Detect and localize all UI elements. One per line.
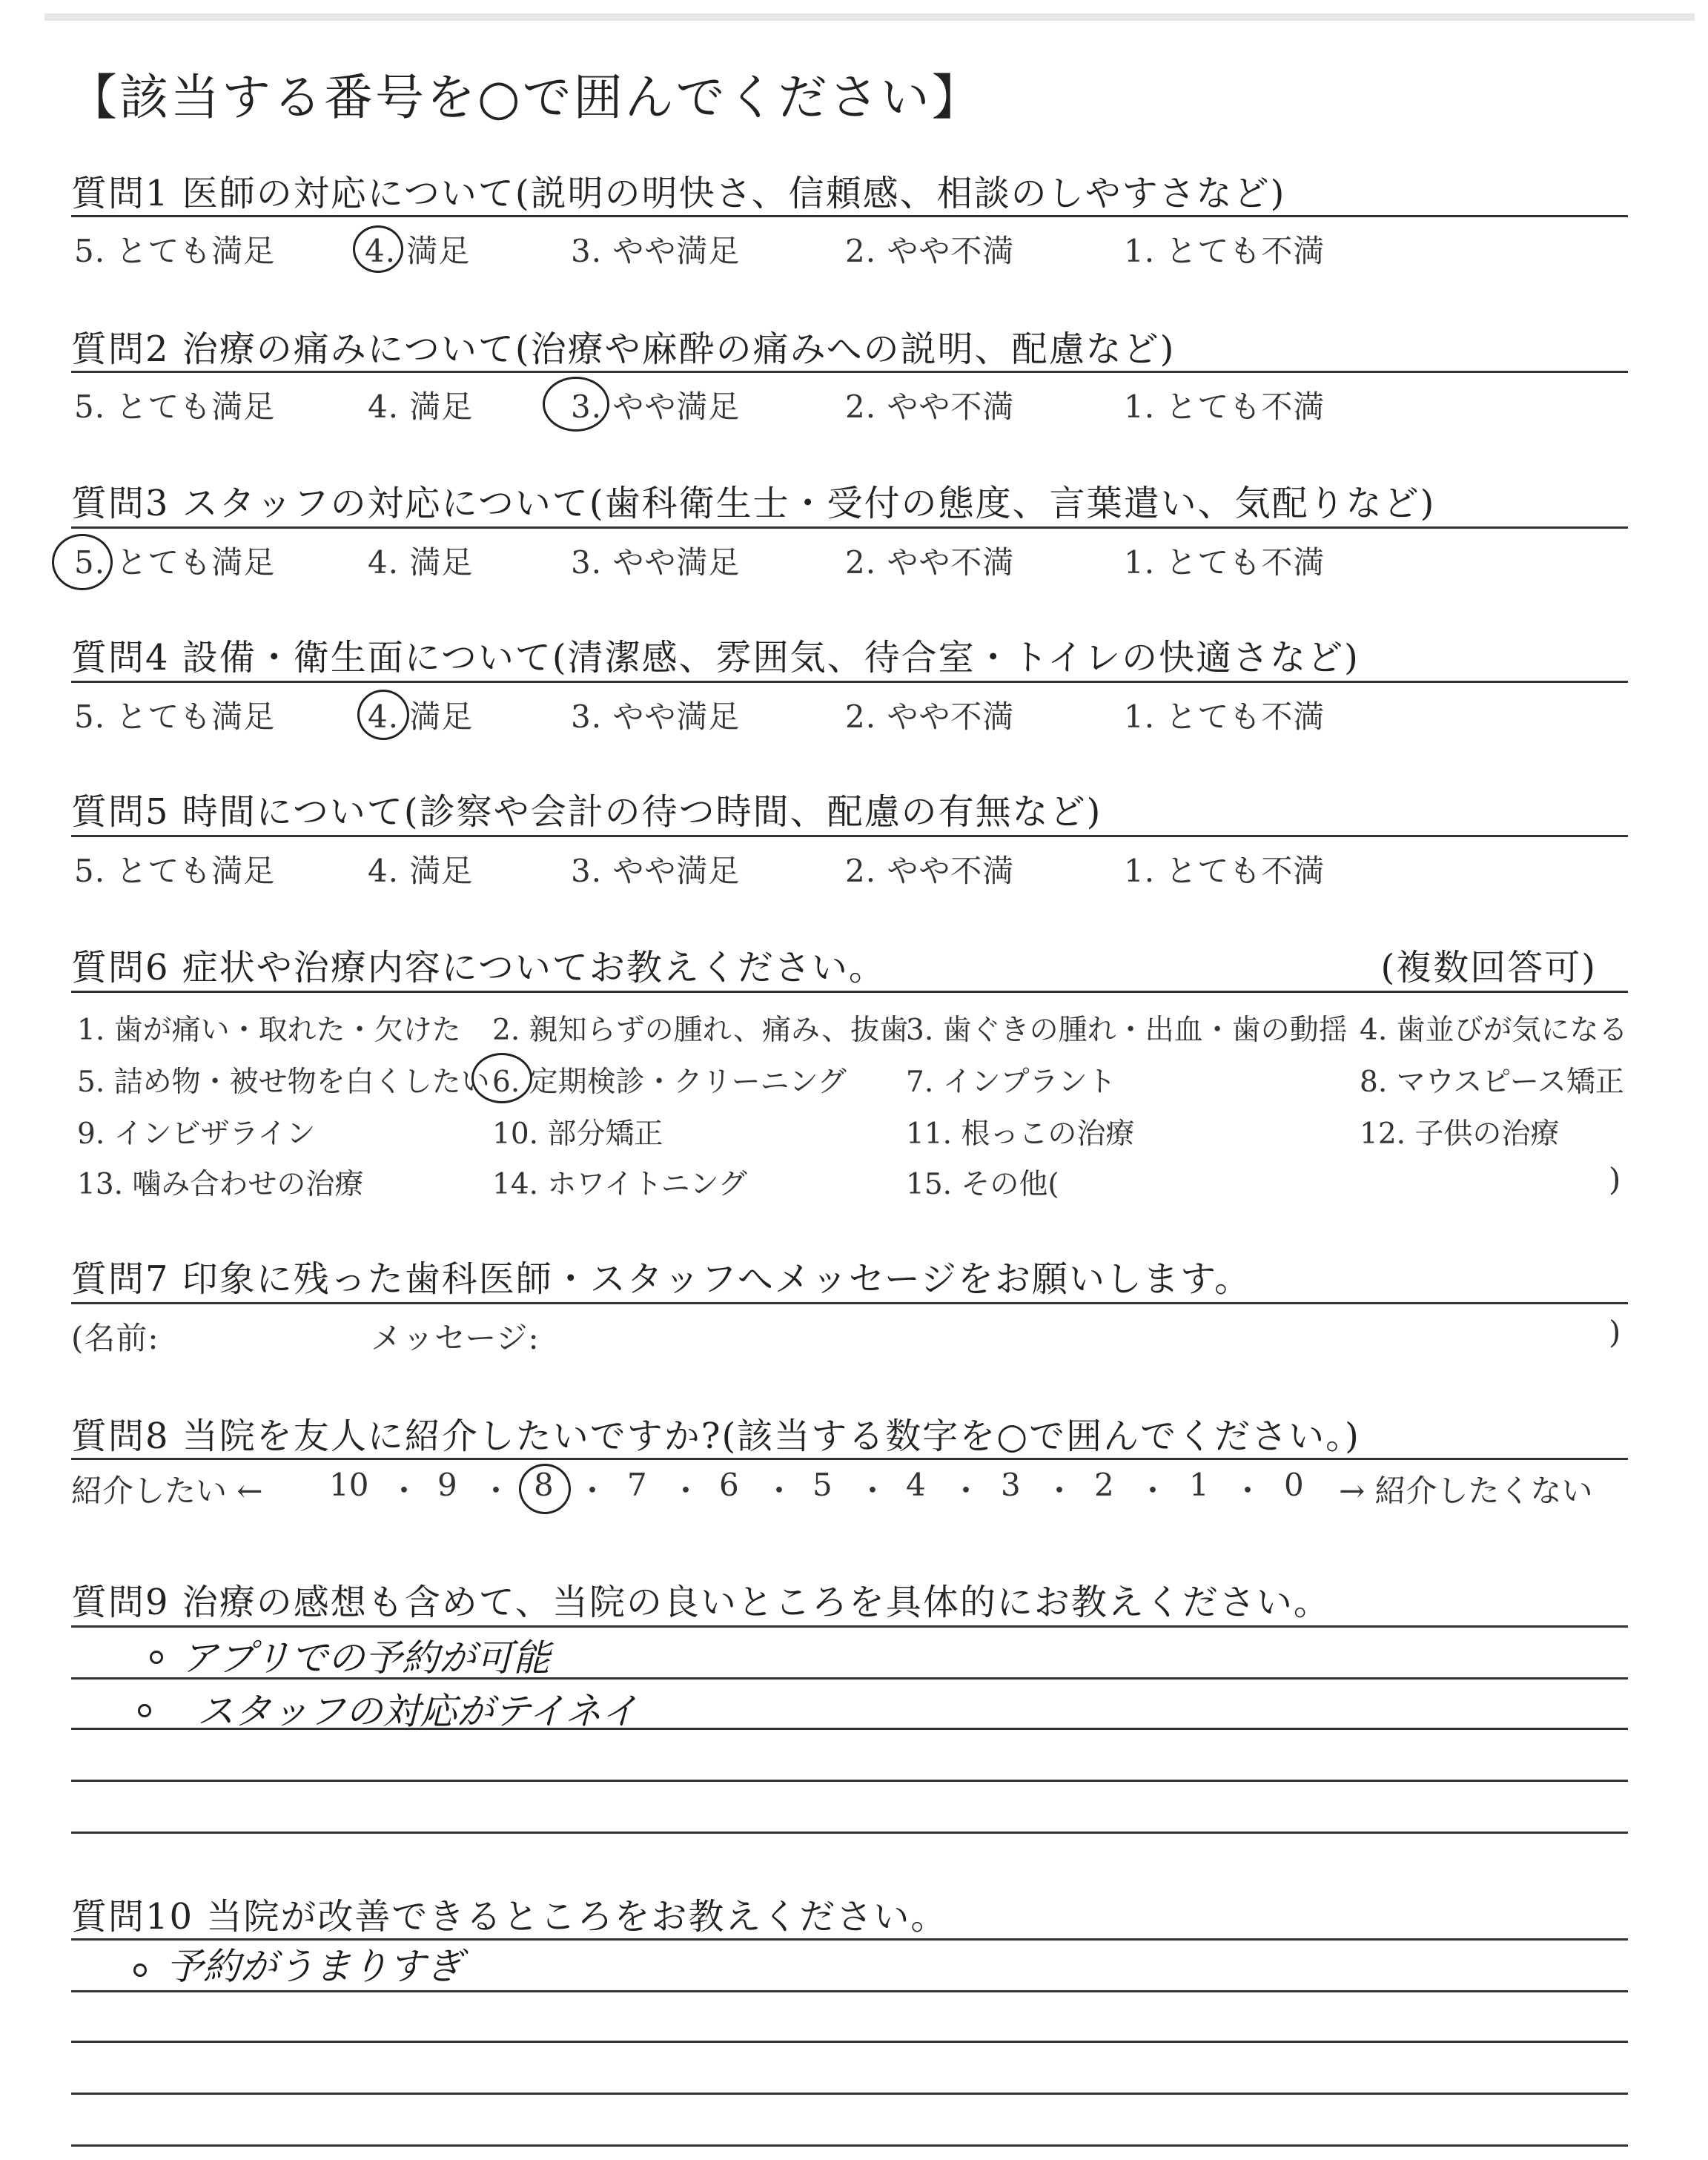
bullet-icon: [150, 1651, 163, 1664]
q5-option-5[interactable]: 5. とても満足: [74, 853, 276, 889]
q6-selection-circle: [471, 1053, 532, 1103]
question-8-label: 質問8 当院を友人に紹介したいですか?(該当する数字を○で囲んでください。): [71, 1416, 1360, 1457]
q8-scale-0[interactable]: 0: [1284, 1467, 1304, 1503]
q1-selection-circle: [353, 225, 403, 273]
q2-selection-circle: [543, 377, 609, 432]
q8-scale-8[interactable]: 8: [534, 1467, 554, 1503]
q7-name-label: (名前:: [71, 1320, 159, 1356]
q6-item-8[interactable]: 8. マウスピース矯正: [1360, 1066, 1624, 1099]
q6-item-6[interactable]: 6. 定期検診・クリーニング: [492, 1066, 847, 1099]
question-10-line-2: [71, 1990, 1628, 1992]
q3-option-5[interactable]: 5. とても満足: [74, 544, 276, 581]
q6-item-4[interactable]: 4. 歯並びが気になる: [1360, 1014, 1628, 1047]
q7-close-paren: ): [1609, 1314, 1621, 1350]
q2-option-5[interactable]: 5. とても満足: [74, 389, 276, 425]
question-7-rule: [71, 1302, 1628, 1304]
q8-scale-7[interactable]: 7: [627, 1467, 647, 1503]
q8-scale-sep: ・: [950, 1473, 982, 1509]
scan-top-edge: [44, 13, 1695, 21]
q8-scale-5[interactable]: 5: [812, 1467, 833, 1503]
q2-option-1[interactable]: 1. とても不満: [1124, 389, 1325, 425]
q6-item-11[interactable]: 11. 根っこの治療: [906, 1117, 1135, 1151]
question-10-line-3: [71, 2041, 1628, 2043]
q4-option-2[interactable]: 2. やや不満: [845, 698, 1015, 735]
q6-item-7[interactable]: 7. インプラント: [906, 1066, 1116, 1099]
q1-option-3[interactable]: 3. やや満足: [571, 233, 741, 269]
q1-option-2[interactable]: 2. やや不満: [845, 233, 1015, 269]
q8-selection-circle: [519, 1464, 571, 1514]
q9-answer-2: スタッフの対応がテイネイ: [197, 1690, 638, 1733]
q8-scale-3[interactable]: 3: [1001, 1467, 1021, 1503]
question-4-rule: [71, 681, 1628, 683]
question-3-label: 質問3 スタッフの対応について(歯科衛生士・受付の態度、言葉遣い、気配りなど): [71, 483, 1436, 524]
q4-selection-circle: [357, 690, 409, 740]
q4-option-4[interactable]: 4. 満足: [368, 698, 474, 735]
q6-item-13[interactable]: 13. 噛み合わせの治療: [77, 1168, 364, 1201]
q8-scale-6[interactable]: 6: [719, 1467, 739, 1503]
q2-option-4[interactable]: 4. 満足: [368, 389, 474, 425]
q1-option-4[interactable]: 4. 満足: [365, 233, 471, 269]
q1-option-5[interactable]: 5. とても満足: [74, 233, 276, 269]
question-4-label: 質問4 設備・衛生面について(清潔感、雰囲気、待合室・トイレの快適さなど): [71, 637, 1360, 678]
q8-scale-sep: ・: [480, 1473, 512, 1509]
question-6-rule: [71, 991, 1628, 993]
q8-scale-sep: ・: [1232, 1473, 1264, 1509]
q8-scale-4[interactable]: 4: [906, 1467, 926, 1503]
question-9-line-4: [71, 1780, 1628, 1782]
q8-scale-sep: ・: [670, 1473, 702, 1509]
q6-item-10[interactable]: 10. 部分矯正: [492, 1117, 663, 1151]
q8-scale-sep: ・: [764, 1473, 795, 1509]
question-10-line-5: [71, 2144, 1628, 2147]
question-10-line-4: [71, 2093, 1628, 2095]
q8-scale-sep: ・: [857, 1473, 889, 1509]
form-title: 【該当する番号を○で囲んでください】: [68, 69, 983, 126]
bullet-icon: [138, 1704, 151, 1717]
q8-left-label: 紹介したい ←: [71, 1473, 263, 1509]
q7-message-label: メッセージ:: [371, 1320, 540, 1356]
q6-item-3[interactable]: 3. 歯ぐきの腫れ・出血・歯の動揺: [906, 1014, 1348, 1047]
q4-option-3[interactable]: 3. やや満足: [571, 698, 741, 735]
q6-item-15-close: ): [1609, 1161, 1621, 1198]
q6-item-2[interactable]: 2. 親知らずの腫れ、痛み、抜歯: [492, 1014, 909, 1047]
question-9-label: 質問9 治療の感想も含めて、当院の良いところを具体的にお教えください。: [71, 1582, 1331, 1623]
q4-option-1[interactable]: 1. とても不満: [1124, 698, 1325, 735]
question-8-rule: [71, 1458, 1628, 1460]
q5-option-1[interactable]: 1. とても不満: [1124, 853, 1325, 889]
question-7-label: 質問7 印象に残った歯科医師・スタッフへメッセージをお願いします。: [71, 1258, 1252, 1300]
q3-selection-circle: [52, 534, 113, 590]
question-1-label: 質問1 医師の対応について(説明の明快さ、信頼感、相談のしやすさなど): [71, 173, 1286, 214]
q8-scale-sep: ・: [577, 1473, 609, 1509]
q4-option-5[interactable]: 5. とても満足: [74, 698, 276, 735]
q8-scale-1[interactable]: 1: [1189, 1467, 1209, 1503]
question-5-rule: [71, 835, 1628, 837]
q8-scale-sep: ・: [1044, 1473, 1076, 1509]
q9-answer-1: アプリでの予約が可能: [181, 1636, 550, 1680]
question-3-rule: [71, 526, 1628, 529]
q6-item-1[interactable]: 1. 歯が痛い・取れた・欠けた: [77, 1014, 461, 1047]
question-9-line-5: [71, 1832, 1628, 1834]
q6-item-12[interactable]: 12. 子供の治療: [1360, 1117, 1560, 1151]
q2-option-2[interactable]: 2. やや不満: [845, 389, 1015, 425]
q3-option-4[interactable]: 4. 満足: [368, 544, 474, 581]
q10-answer-1: 予約がうまりすぎ: [166, 1945, 463, 1988]
question-2-label: 質問2 治療の痛みについて(治療や麻酔の痛みへの説明、配慮など): [71, 328, 1176, 370]
bullet-icon: [133, 1964, 147, 1977]
q1-option-1[interactable]: 1. とても不満: [1124, 233, 1325, 269]
q6-item-15[interactable]: 15. その他(: [906, 1168, 1059, 1201]
q6-item-5[interactable]: 5. 詰め物・被せ物を白くしたい: [77, 1066, 490, 1099]
q5-option-2[interactable]: 2. やや不満: [845, 853, 1015, 889]
q6-item-9[interactable]: 9. インビザライン: [77, 1117, 316, 1151]
q3-option-2[interactable]: 2. やや不満: [845, 544, 1015, 581]
q8-right-label: → 紹介したくない: [1339, 1473, 1593, 1509]
question-9-line-1: [71, 1625, 1628, 1628]
q8-scale-10[interactable]: 10: [329, 1467, 369, 1503]
q5-option-4[interactable]: 4. 満足: [368, 853, 474, 889]
q3-option-1[interactable]: 1. とても不満: [1124, 544, 1325, 581]
question-6-note: (複数回答可): [1380, 947, 1597, 988]
q5-option-3[interactable]: 3. やや満足: [571, 853, 741, 889]
question-2-rule: [71, 371, 1628, 373]
q2-option-3[interactable]: 3. やや満足: [571, 389, 741, 425]
question-10-label: 質問10 当院が改善できるところをお教えください。: [71, 1896, 948, 1938]
question-1-rule: [71, 215, 1628, 217]
q8-scale-9[interactable]: 9: [437, 1467, 457, 1503]
q8-scale-2[interactable]: 2: [1094, 1467, 1114, 1503]
q8-scale-sep: ・: [388, 1473, 420, 1509]
question-6-label: 質問6 症状や治療内容についてお教えください。: [71, 947, 886, 988]
q8-scale-sep: ・: [1137, 1473, 1169, 1509]
q3-option-3[interactable]: 3. やや満足: [571, 544, 741, 581]
q6-item-14[interactable]: 14. ホワイトニング: [492, 1168, 747, 1201]
question-5-label: 質問5 時間について(診察や会計の待つ時間、配慮の有無など): [71, 791, 1102, 833]
